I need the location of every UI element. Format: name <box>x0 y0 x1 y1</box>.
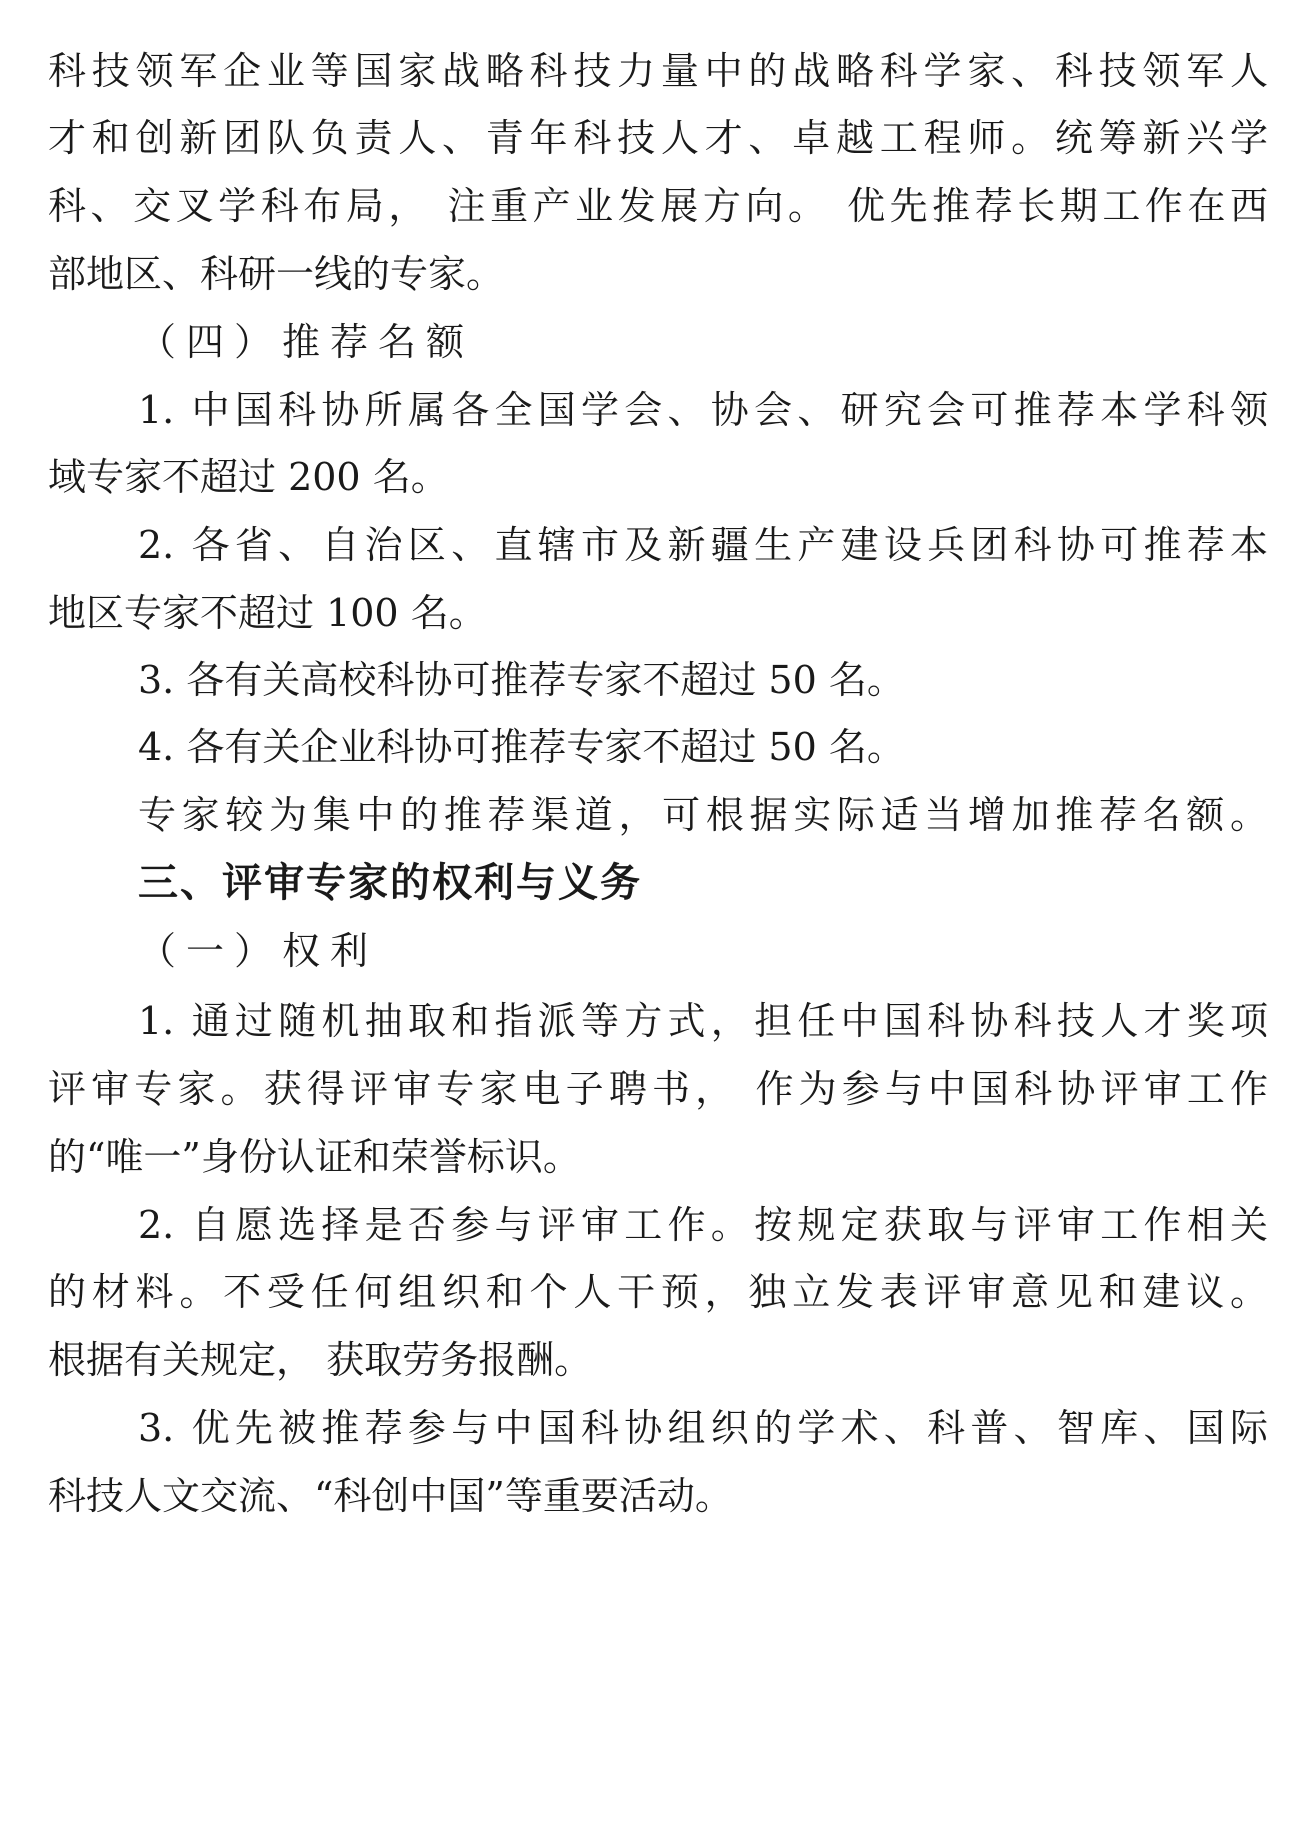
paragraph-line: 的材料。不受任何组织和个人干预，独立发表评审意见和建议。 <box>48 1270 1268 1314</box>
list-item: 2. 各省、自治区、直辖市及新疆生产建设兵团科协可推荐本 <box>138 523 1268 567</box>
paragraph-line: 域专家不超过 200 名。 <box>48 455 449 499</box>
paragraph-line: 的“唯一”身份认证和荣誉标识。 <box>48 1135 581 1179</box>
section-subheading: （一）权利 <box>138 929 379 973</box>
paragraph-line: 才和创新团队负责人、青年科技人才、卓越工程师。统筹新兴学 <box>48 116 1268 160</box>
paragraph-line: 部地区、科研一线的专家。 <box>48 252 505 296</box>
paragraph-line: 专家较为集中的推荐渠道，可根据实际适当增加推荐名额。 <box>138 793 1268 837</box>
paragraph-line: 根据有关规定， 获取劳务报酬。 <box>48 1338 593 1382</box>
list-item: 2. 自愿选择是否参与评审工作。按规定获取与评审工作相关 <box>138 1203 1268 1247</box>
list-item: 1. 中国科协所属各全国学会、协会、研究会可推荐本学科领 <box>138 388 1268 432</box>
section-subheading: （四）推荐名额 <box>138 320 475 364</box>
paragraph-line: 科技领军企业等国家战略科技力量中的战略科学家、科技领军人 <box>48 49 1268 93</box>
paragraph-line: 地区专家不超过 100 名。 <box>48 591 487 635</box>
paragraph-line: 科、交叉学科布局， 注重产业发展方向。 优先推荐长期工作在西 <box>48 184 1268 228</box>
list-item: 4. 各有关企业科协可推荐专家不超过 50 名。 <box>138 725 905 769</box>
paragraph-line: 评审专家。获得评审专家电子聘书， 作为参与中国科协评审工作 <box>48 1067 1268 1111</box>
paragraph-line: 科技人文交流、“科创中国”等重要活动。 <box>48 1474 733 1518</box>
list-item: 3. 优先被推荐参与中国科协组织的学术、科普、智库、国际 <box>138 1406 1268 1450</box>
section-heading: 三、评审专家的权利与义务 <box>138 860 642 906</box>
list-item: 3. 各有关高校科协可推荐专家不超过 50 名。 <box>138 658 905 702</box>
list-item: 1. 通过随机抽取和指派等方式，担任中国科协科技人才奖项 <box>138 999 1268 1043</box>
